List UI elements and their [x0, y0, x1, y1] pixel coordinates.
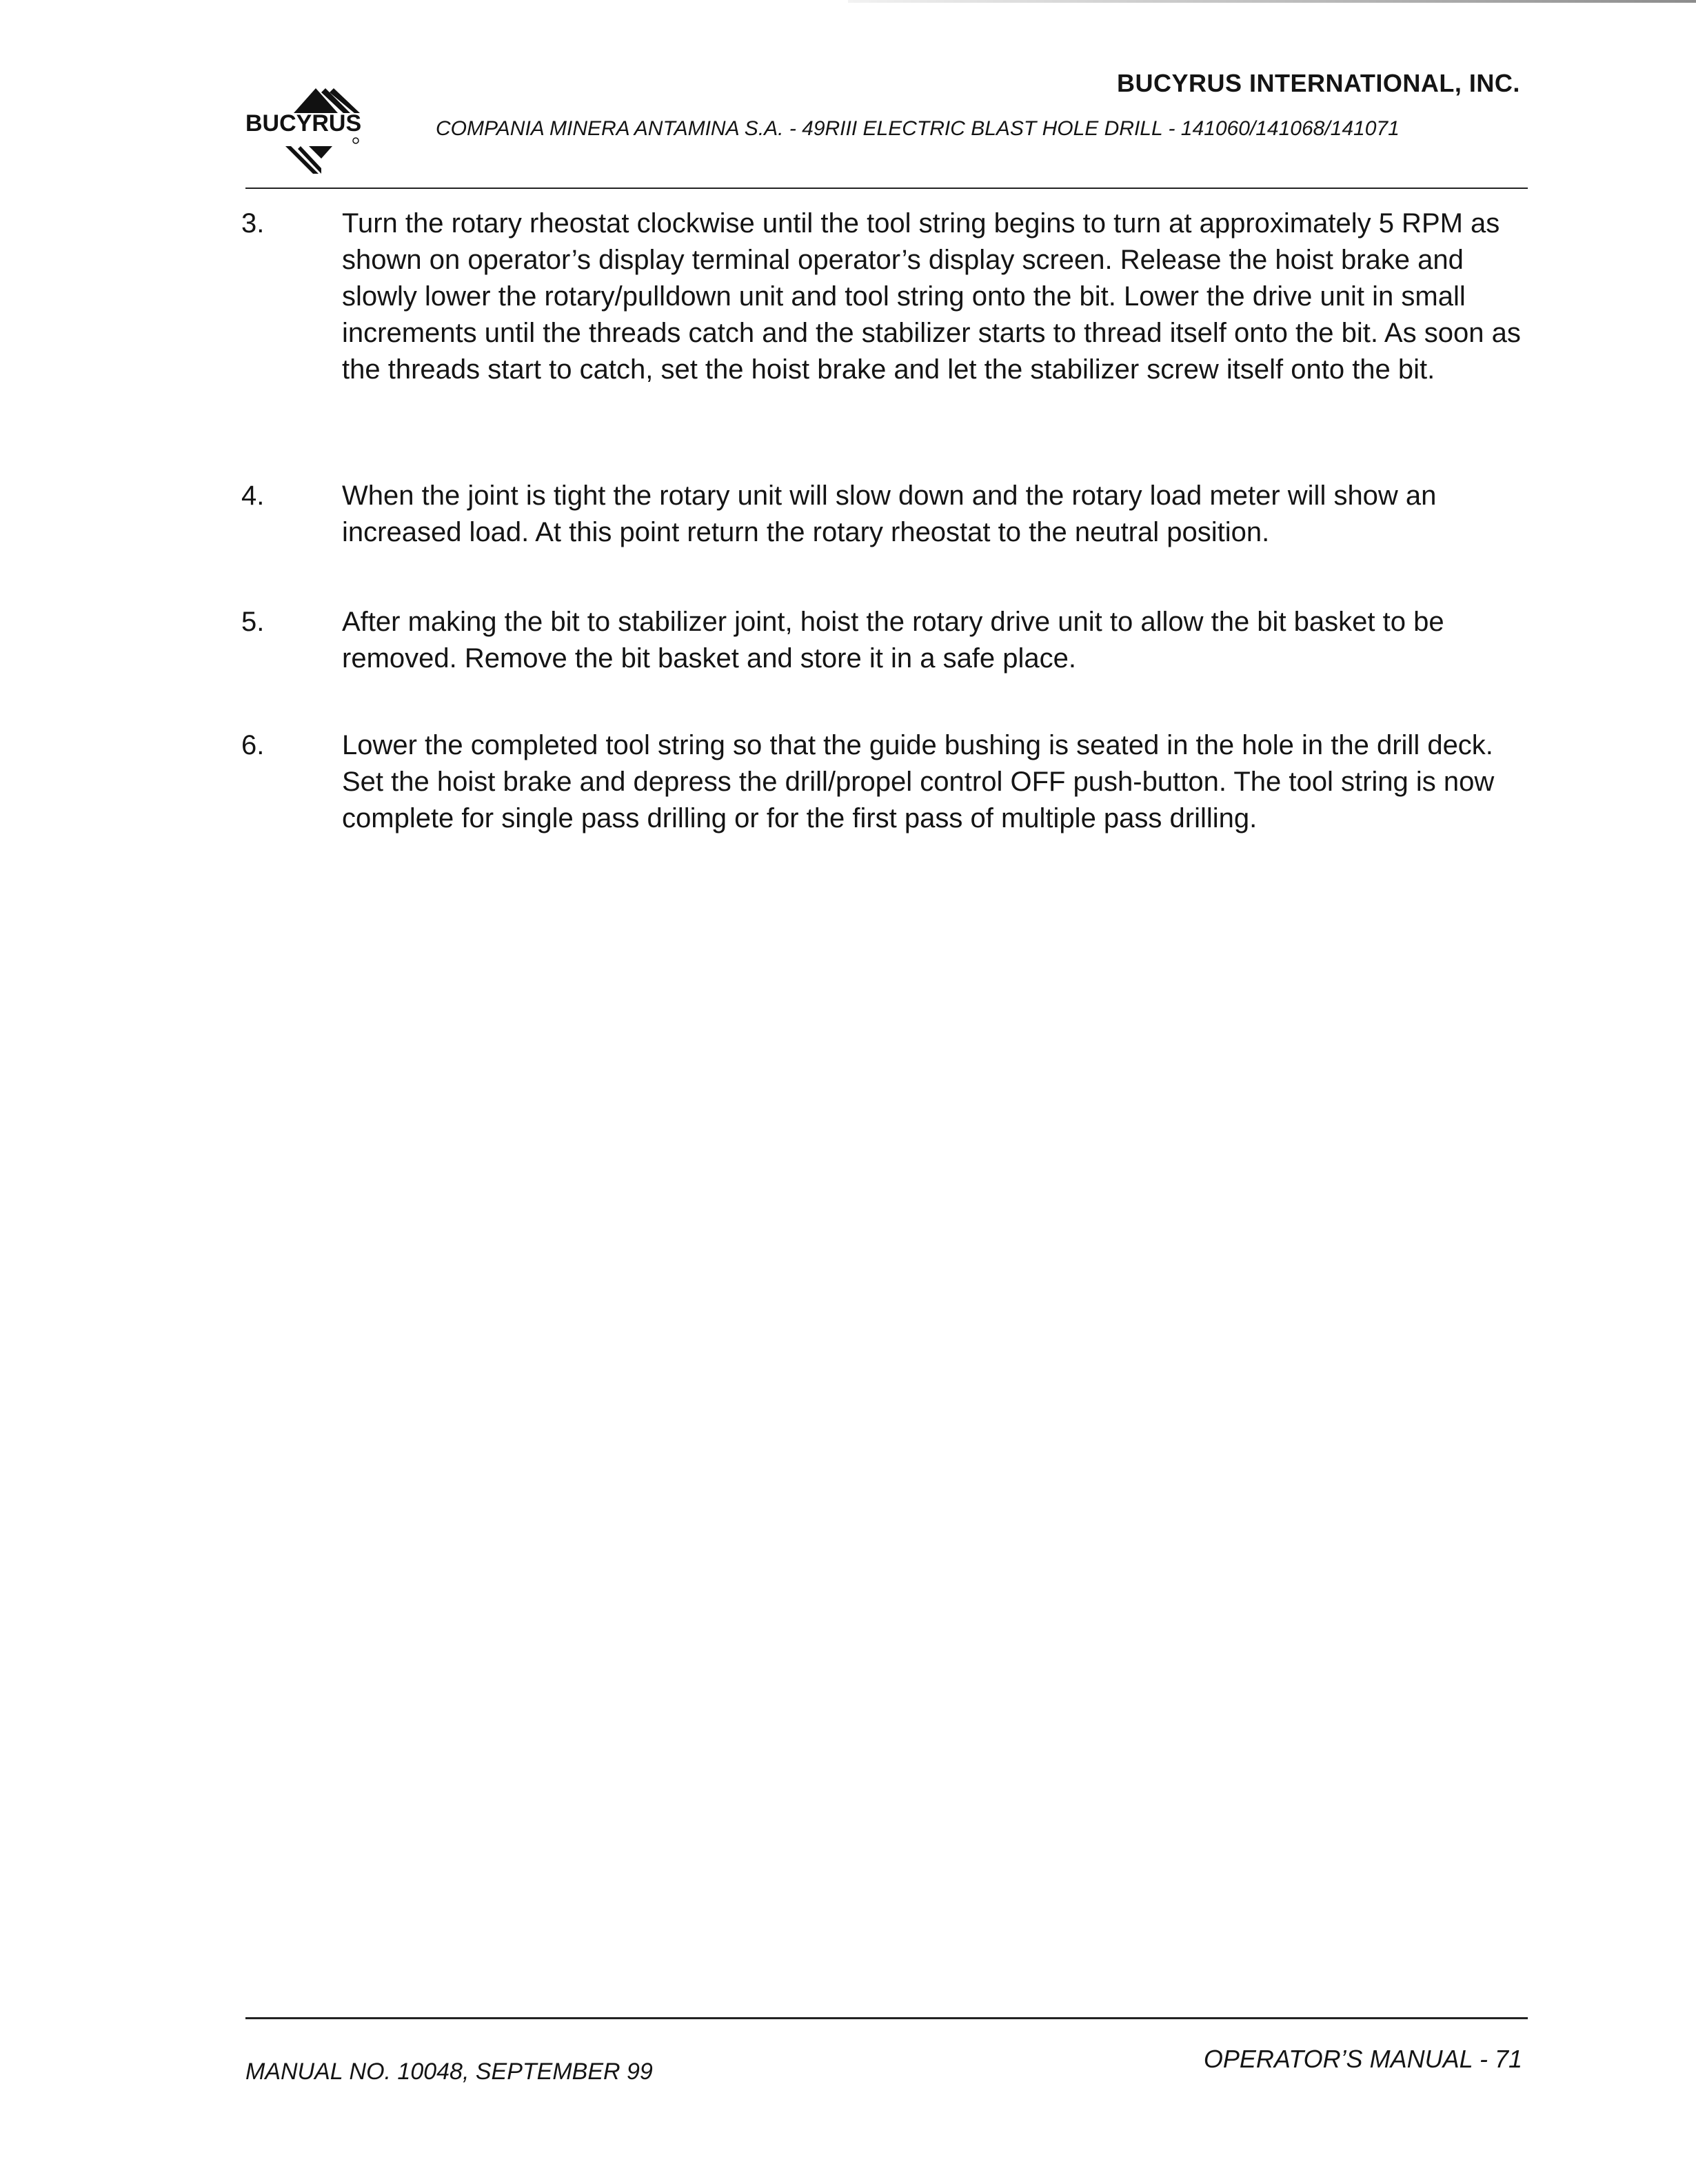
step-number: 4.: [241, 481, 265, 511]
bucyrus-logo: [241, 83, 400, 186]
step-text: Lower the completed tool string so that the guide bushing is seated in the hole in the drill deck. Set the hoist brake and depress the drill/propel control OFF push-button. The tool string is now complete for single pass drilling or for the first pass of multiple pass drilling.: [342, 730, 1495, 833]
company-name: BUCYRUS INTERNATIONAL, INC.: [1117, 69, 1520, 97]
logo-text: BUCYRUS: [245, 110, 362, 136]
step-text: After making the bit to stabilizer joint, hoist the rotary drive unit to allow the bit basket to be removed. Remove the bit basket and store it in a safe place.: [342, 607, 1444, 674]
manual-number: MANUAL NO. 10048, SEPTEMBER 99: [245, 2059, 653, 2085]
step-text: When the joint is tight the rotary unit will slow down and the rotary load meter will show an increased load. At this point return the rotary rheostat to the neutral position.: [342, 481, 1437, 547]
step-text: Turn the rotary rheostat clockwise until the tool string begins to turn at approximately 5 RPM as shown on operator’s display terminal operator’s display screen. Release the hoist brake and slowly lower the rotary/pulldown unit and tool string onto the bit. Lower the drive unit in small increments until the threads catch and the stabilizer starts to thread itself onto the bit. As soon as the threads start to catch, set the hoist brake and let the stabilizer screw itself onto the bit.: [342, 208, 1521, 385]
page-label: OPERATOR’S MANUAL - 71: [1203, 2045, 1522, 2073]
step-number: 6.: [241, 730, 265, 760]
step-number: 5.: [241, 607, 265, 637]
step-number: 3.: [241, 208, 265, 239]
scan-edge-line: [848, 0, 1696, 3]
header-divider: [245, 188, 1528, 189]
footer-divider: [245, 2017, 1528, 2019]
project-description: COMPANIA MINERA ANTAMINA S.A. - 49RIII ELECTRIC BLAST HOLE DRILL - 141060/141068/141071: [436, 117, 1400, 140]
